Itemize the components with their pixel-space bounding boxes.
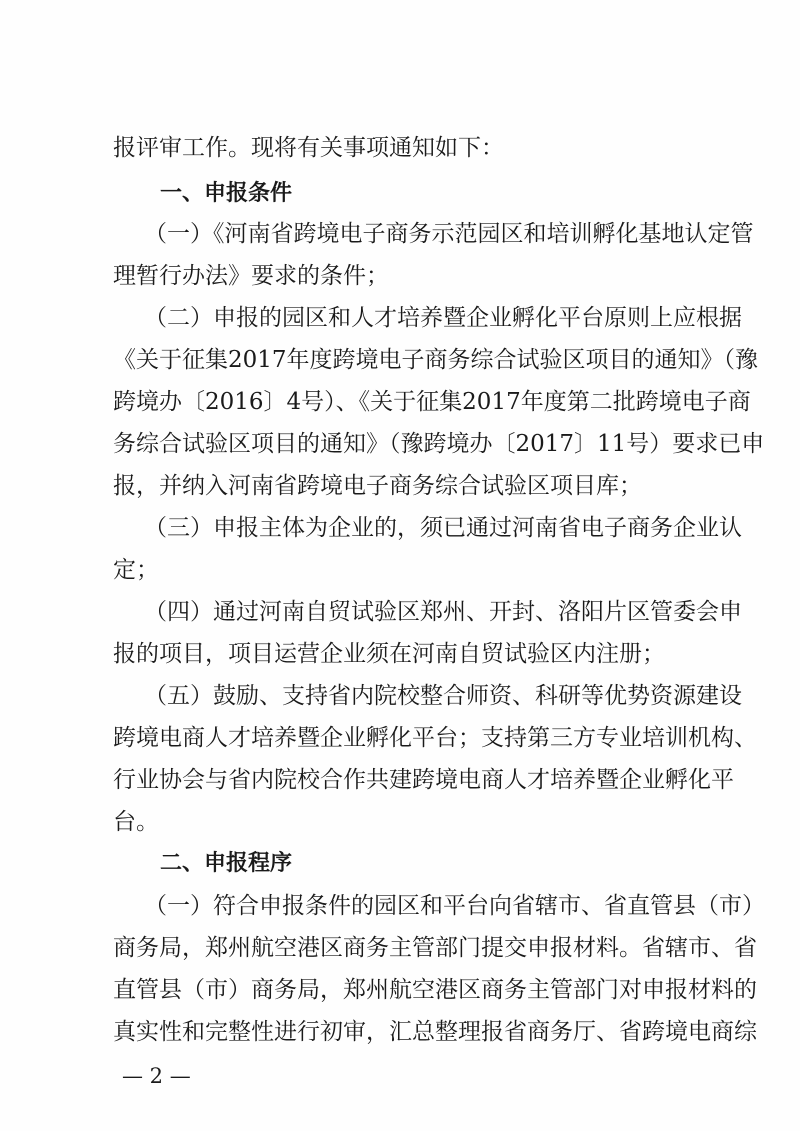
text-line: 跨境电商人才培养暨企业孵化平台；支持第三方专业培训机构、 [113, 725, 757, 751]
text-line: 台。 [113, 809, 159, 835]
text-line: （一）《河南省跨境电子商务示范园区和培训孵化基地认定管 [144, 221, 754, 247]
section-heading: 一、申报条件 [160, 181, 293, 206]
text-line: 跨境办〔2016〕4号）、《关于征集2017年度第二批跨境电子商 [113, 389, 751, 415]
text-line: （四）通过河南自贸试验区郑州、开封、洛阳片区管委会申 [144, 599, 742, 625]
text-line: （二）申报的园区和人才培养暨企业孵化平台原则上应根据 [144, 305, 742, 331]
text-line: 商务局，郑州航空港区商务主管部门提交申报材料。省辖市、省 [113, 935, 757, 961]
text-line: 务综合试验区项目的通知》（豫跨境办〔2017〕11号）要求已申 [113, 431, 765, 457]
text-line: 定； [113, 557, 159, 583]
text-line: （五）鼓励、支持省内院校整合师资、科研等优势资源建设 [144, 683, 742, 709]
text-line: 报的项目，项目运营企业须在河南自贸试验区内注册； [113, 641, 665, 667]
text-line: 理暂行办法》要求的条件； [113, 263, 389, 289]
text-line: 行业协会与省内院校合作共建跨境电商人才培养暨企业孵化平 [113, 767, 734, 793]
text-line: 《关于征集2017年度跨境电子商务综合试验区项目的通知》（豫 [113, 347, 759, 373]
page-number: — 2 — [122, 1064, 191, 1088]
section-heading: 二、申报程序 [160, 851, 293, 876]
text-line: （一）符合申报条件的园区和平台向省辖市、省直管县（市） [144, 893, 765, 919]
text-line: （三）申报主体为企业的，须已通过河南省电子商务企业认 [144, 515, 742, 541]
text-line: 真实性和完整性进行初审，汇总整理报省商务厅、省跨境电商综 [113, 1019, 757, 1045]
text-line: 直管县（市）商务局，郑州航空港区商务主管部门对申报材料的 [113, 977, 757, 1003]
text-line: 报评审工作。现将有关事项通知如下： [113, 135, 504, 161]
text-line: 报，并纳入河南省跨境电子商务综合试验区项目库； [113, 473, 642, 499]
